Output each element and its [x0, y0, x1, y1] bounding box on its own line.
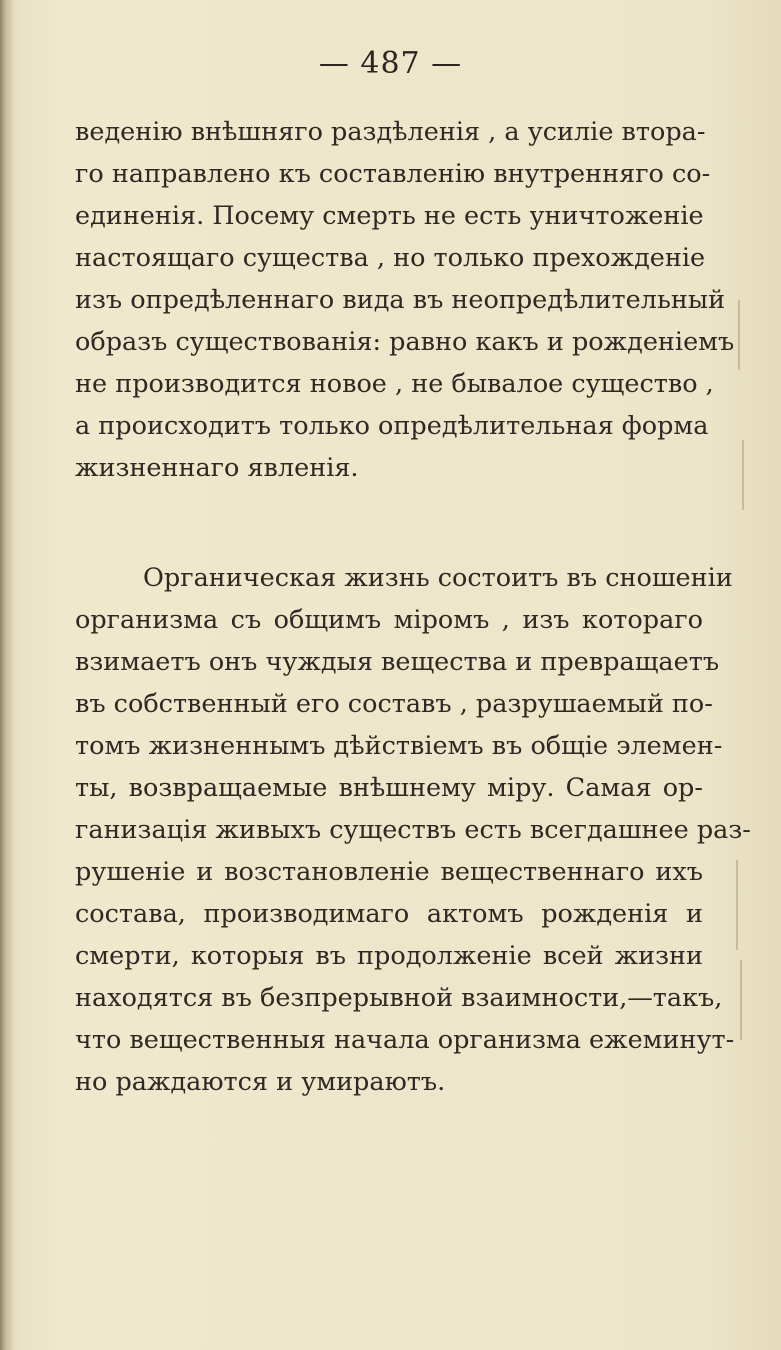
text-line: ты, возвращаемые внѣшнему міру. Самая ор- — [75, 773, 703, 803]
text-line: организма съ общимъ міромъ , изъ котораго — [75, 605, 703, 635]
text-line: а происходитъ только опредѣлительная форма — [75, 411, 709, 441]
text-line: не производится новое , не бывалое существо , — [75, 369, 714, 399]
text-line: что вещественныя начала организма ежеминут- — [75, 1025, 735, 1055]
text-line: Органическая жизнь состоитъ въ сношеніи — [143, 563, 733, 593]
margin-mark — [738, 300, 740, 370]
text-line: настоящаго существа , но только прехожденіе — [75, 243, 706, 273]
text-line: смерти, которыя въ продолженіе всей жизни — [75, 941, 703, 971]
text-line: единенія. Посему смерть не есть уничтоженіе — [75, 201, 704, 231]
text-line: го направлено къ составленію внутренняго со- — [75, 159, 711, 189]
text-line: веденію внѣшняго раздѣленія , а усиліе втора- — [75, 117, 706, 147]
text-line: въ собственный его составъ , разрушаемый по- — [75, 689, 713, 719]
paragraph-2 — [75, 557, 751, 1103]
text-line: жизненнаго явленія. — [75, 453, 359, 483]
text-line: образъ существованія: равно какъ и рожденіемъ — [75, 327, 735, 357]
text-line: состава, производимаго актомъ рожденія и — [75, 899, 703, 929]
page-binding-edge — [0, 0, 14, 1350]
margin-mark — [742, 440, 744, 510]
margin-mark — [736, 860, 738, 950]
text-line: томъ жизненнымъ дѣйствіемъ въ общіе элемен- — [75, 731, 723, 761]
text-line: изъ опредѣленнаго вида въ неопредѣлительный — [75, 285, 726, 315]
paragraph-1 — [75, 111, 735, 489]
text-line: находятся въ безпрерывной взаимности,—такъ, — [75, 983, 723, 1013]
margin-mark — [740, 960, 742, 1040]
text-line: взимаетъ онъ чуждыя вещества и превращаетъ — [75, 647, 720, 677]
text-line: ганизація живыхъ существъ есть всегдашнее раз- — [75, 815, 751, 845]
text-line: рушеніе и возстановленіе вещественнаго ихъ — [75, 857, 703, 887]
text-line: но раждаются и умираютъ. — [75, 1067, 446, 1097]
page-number: — 487 — — [318, 46, 463, 81]
